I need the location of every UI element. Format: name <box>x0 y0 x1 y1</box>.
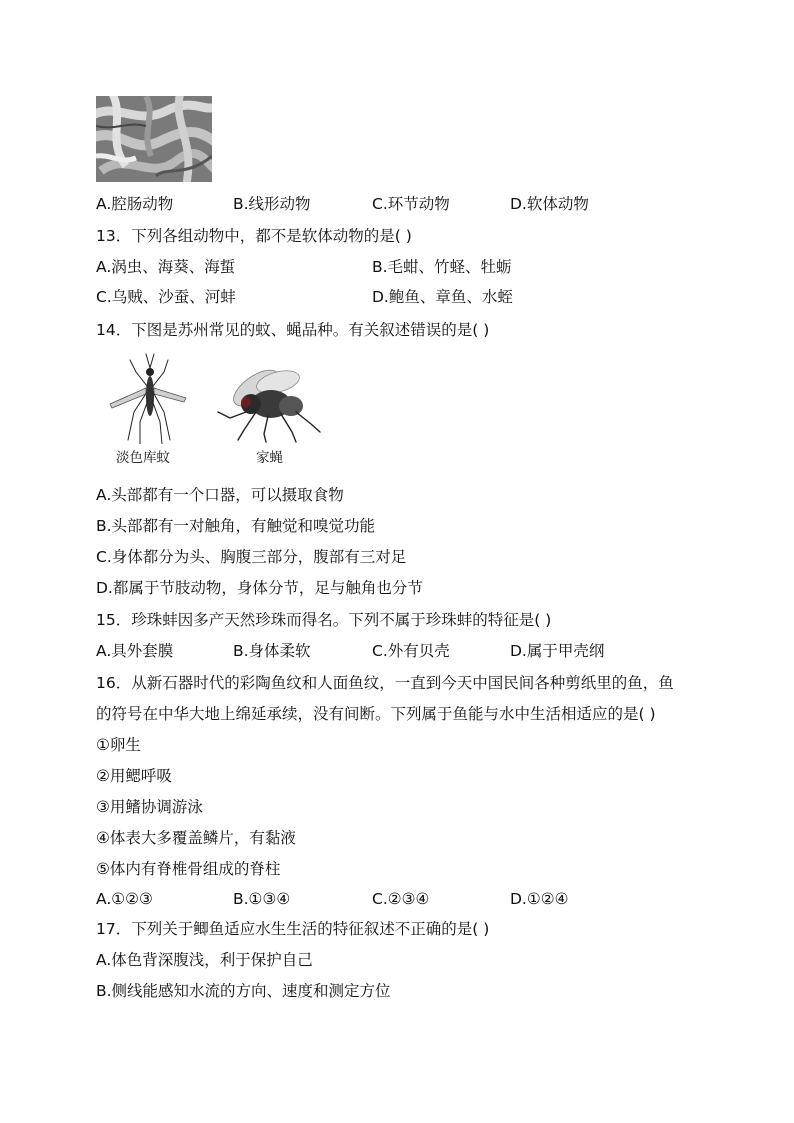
q16-option-c: C.②③④ <box>372 890 430 908</box>
q13-option-b: B.毛蚶、竹蛏、牡蛎 <box>372 258 512 276</box>
q13-option-d: D.鲍鱼、章鱼、水蛭 <box>372 288 513 306</box>
q16-item-1: ①卵生 <box>96 736 141 754</box>
q14-stem: 14．下图是苏州常见的蚊、蝇品种。有关叙述错误的是( ) <box>96 321 490 339</box>
q12-option-a: A.腔肠动物 <box>96 195 174 213</box>
housefly-caption: 家蝇 <box>256 450 283 466</box>
q14-option-c: C.身体都分为头、胸腹三部分，腹部有三对足 <box>96 548 407 566</box>
q13-option-c: C.乌贼、沙蚕、河蚌 <box>96 288 236 306</box>
q15-option-c: C.外有贝壳 <box>372 642 450 660</box>
worms-photo <box>96 96 212 182</box>
q17-option-b: B.侧线能感知水流的方向、速度和测定方位 <box>96 982 391 1000</box>
q17-stem: 17．下列关于鲫鱼适应水生生活的特征叙述不正确的是( ) <box>96 920 490 938</box>
housefly-icon <box>218 363 320 442</box>
q12-option-d: D.软体动物 <box>510 195 589 213</box>
q12-option-c: C.环节动物 <box>372 195 450 213</box>
q12-option-b: B.线形动物 <box>233 195 311 213</box>
q16-item-2: ②用鳃呼吸 <box>96 767 172 785</box>
q14-option-b: B.头部都有一对触角，有触觉和嗅觉功能 <box>96 517 376 535</box>
q14-option-a: A.头部都有一个口器，可以摄取食物 <box>96 486 344 504</box>
q15-option-b: B.身体柔软 <box>233 642 311 660</box>
mosquito-caption: 淡色库蚊 <box>116 450 170 466</box>
q17-option-a: A.体色背深腹浅，利于保护自己 <box>96 951 313 969</box>
q14-option-d: D.都属于节肢动物，身体分节，足与触角也分节 <box>96 579 423 597</box>
q13-stem: 13．下列各组动物中，都不是软体动物的是( ) <box>96 227 412 245</box>
q16-option-d: D.①②④ <box>510 890 569 908</box>
q16-option-a: A.①②③ <box>96 890 153 908</box>
mosquito-icon <box>110 354 186 444</box>
q16-item-3: ③用鳍协调游泳 <box>96 798 203 816</box>
q16-stem-line1: 16．从新石器时代的彩陶鱼纹和人面鱼纹，一直到今天中国民间各种剪纸里的鱼，鱼 <box>96 674 674 692</box>
q15-stem: 15．珍珠蚌因多产天然珍珠而得名。下列不属于珍珠蚌的特征是( ) <box>96 611 552 629</box>
q16-item-4: ④体表大多覆盖鳞片，有黏液 <box>96 829 296 847</box>
mosquito-and-fly-figure <box>106 352 326 444</box>
q16-stem-line2: 的符号在中华大地上绵延承续，没有间断。下列属于鱼能与水中生活相适应的是( ) <box>96 705 656 723</box>
q13-option-a: A.涡虫、海葵、海蜇 <box>96 258 236 276</box>
q15-option-a: A.具外套膜 <box>96 642 174 660</box>
q16-option-b: B.①③④ <box>233 890 291 908</box>
q16-item-5: ⑤体内有脊椎骨组成的脊柱 <box>96 860 281 878</box>
q15-option-d: D.属于甲壳纲 <box>510 642 605 660</box>
